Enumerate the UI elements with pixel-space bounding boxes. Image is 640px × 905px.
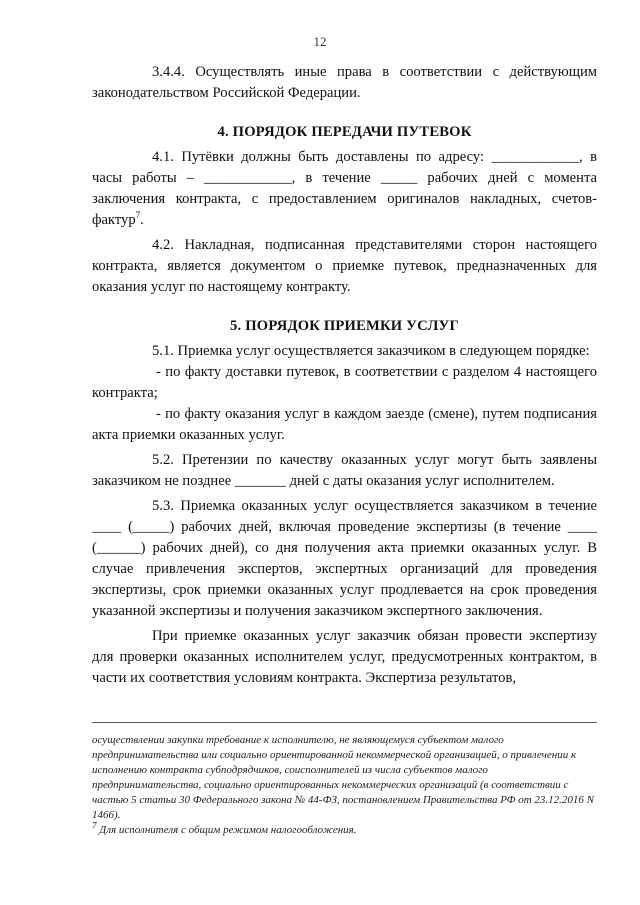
footnotes	[92, 733, 597, 838]
page-number: 12	[313, 34, 327, 49]
section-4-title: 4. ПОРЯДОК ПЕРЕДАЧИ ПУТЕВОК	[217, 124, 472, 140]
clause-4-1-text: 4.1. Путёвки должны быть доставлены по адресу: ____________, в часы работы – ____________, в течение _____ рабочих дней с момента заключения контракта, с предоставлением оригиналов накладных, счетов-фактур	[92, 149, 597, 228]
clause-4-1-end: .	[140, 212, 144, 228]
clause-4-2: 4.2. Накладная, подписанная представителями сторон настоящего контракта, является документом о приемке путевок, предназначенных для оказания услуг по настоящему контракту.	[92, 237, 597, 295]
footnote-7-text: Для исполнителя с общим режимом налогообложения.	[96, 824, 357, 836]
clause-3-4-4: 3.4.4. Осуществлять иные права в соответствии с действующим законодательством Российской Федерации.	[92, 64, 597, 101]
clause-5-1-item-2: - по факту оказания услуг в каждом заезде (смене), путем подписания акта приемки оказанных услуг.	[92, 406, 597, 443]
footnote-ref-7: 7	[135, 210, 141, 221]
footnote-7-mark: 7	[92, 820, 97, 831]
clause-5-3: 5.3. Приемка оказанных услуг осуществляется заказчиком в течение ____ (_____) рабочих дней, включая проведение экспертизы (в течение ____ (______) рабочих дней), со дня получения акта приемки оказанных услуг. В случае привлечения экспертов, экспертных организаций для проведения экспертизы, срок приемки оказанных услуг продлевается на срок проведения указанной экспертизы и получения заказчиком экспертного заключения.	[92, 498, 597, 619]
clause-5-1: 5.1. Приемка услуг осуществляется заказчиком в следующем порядке:	[152, 343, 590, 359]
footnote-continued: осуществлении закупки требование к исполнителю, не являющемуся субъектом малого предпринимательства или социально ориентированной некоммерческой организацией, о привлечении к исполнению контракта субподрядчиков, соисполнителей из числа субъектов малого предпринимательства, социально ориентированных некоммерческих организаций (в соответствии с частью 5 статьи 30 Федерального закона № 44-ФЗ, постановлением Правительства РФ от 23.12.2016 N 1466).	[92, 734, 595, 821]
section-5-title: 5. ПОРЯДОК ПРИЕМКИ УСЛУГ	[230, 318, 459, 334]
footnote-7	[92, 820, 597, 838]
footnote-divider	[92, 722, 597, 723]
clause-5-2: 5.2. Претензии по качеству оказанных услуг могут быть заявлены заказчиком не позднее _______ дней с даты оказания услуг исполнителем.	[92, 452, 597, 489]
clause-4-1	[92, 147, 597, 231]
document-body	[92, 62, 597, 689]
clause-5-1-item-1: - по факту доставки путевок, в соответствии с разделом 4 настоящего контракта;	[92, 364, 597, 401]
clause-5-3-continued: При приемке оказанных услуг заказчик обязан провести экспертизу для проверки оказанных исполнителем услуг, предусмотренных контрактом, в части их соответствия условиям контракта. Экспертиза результатов,	[92, 628, 597, 686]
